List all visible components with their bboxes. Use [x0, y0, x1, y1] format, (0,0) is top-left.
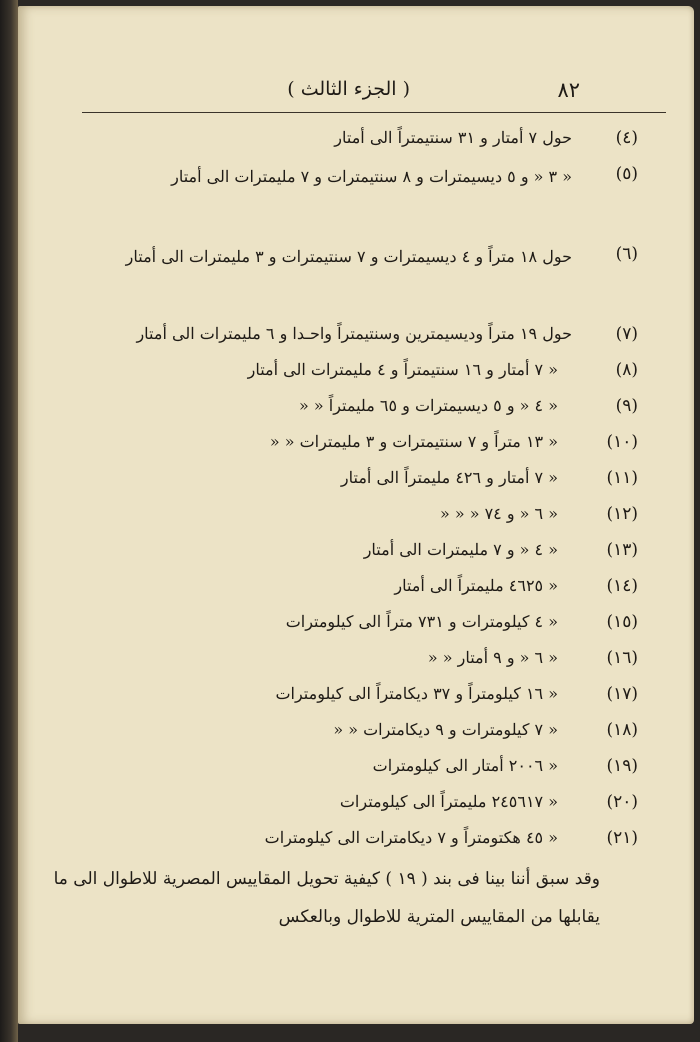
exercise-number: (٥) — [615, 164, 638, 184]
exercise-item — [40, 570, 638, 606]
exercise-text: حول ٧ أمتار و ٣١ سنتيمتراً الى أمتار — [334, 128, 572, 147]
page-header — [80, 72, 580, 112]
exercise-text: « ١٦ كيلومتراً و ٣٧ ديكامتراً الى كيلومترات — [275, 684, 558, 703]
exercise-item — [40, 158, 638, 238]
exercise-item — [40, 390, 638, 426]
exercise-number: (١٠) — [606, 432, 638, 452]
exercise-item — [40, 534, 638, 570]
exercise-text: « ٤٦٢٥ مليمتراً الى أمتار — [394, 576, 558, 595]
exercise-text: « ٤ « و ٧ مليمترات الى أمتار — [363, 540, 558, 559]
exercise-number: (٦) — [615, 244, 638, 264]
exercise-number: (١٥) — [606, 612, 638, 632]
exercise-number: (١٣) — [606, 540, 638, 560]
exercise-text: « ١٣ متراً و ٧ سنتيمترات و ٣ مليمترات « « — [269, 432, 558, 451]
exercise-text: « ٤ كيلومترات و ٧٣١ متراً الى كيلومترات — [285, 612, 558, 631]
exercise-text: « ٦ « و ٩ أمتار « « — [427, 648, 558, 667]
header-rule — [82, 112, 666, 113]
exercise-item — [40, 822, 638, 858]
exercise-text: حول ١٨ متراً و ٤ ديسيمترات و ٧ سنتيمترات و ٣ مليمترات الى أمتار — [125, 247, 572, 266]
exercise-number: (٨) — [615, 360, 638, 380]
exercise-number: (٤) — [615, 128, 638, 148]
exercise-text: « ٧ أمتار و ٤٢٦ مليمتراً الى أمتار — [340, 468, 558, 487]
exercise-text: « ٤ « و ٥ ديسيمترات و ٦٥ مليمتراً « « — [299, 396, 558, 415]
exercise-number: (١٦) — [606, 648, 638, 668]
exercise-item — [40, 786, 638, 822]
closing-paragraph: وقد سبق أننا بينا فى بند ( ١٩ ) كيفية تحويل المقاييس المصرية للاطوال الى ما يقابلها من المقاييس المترية للاطوال وبالعكس — [53, 869, 600, 927]
exercise-item — [40, 714, 638, 750]
exercise-item — [40, 318, 638, 354]
exercise-number: (٩) — [615, 396, 638, 416]
exercise-text: « ٧ كيلومترات و ٩ ديكامترات « « — [333, 720, 558, 739]
exercise-item — [40, 498, 638, 534]
exercise-number: (١٤) — [606, 576, 638, 596]
exercise-item — [40, 678, 638, 714]
book-gutter — [0, 0, 18, 1042]
exercise-text: « ٦ « و ٧٤ « « « — [439, 504, 558, 523]
exercise-number: (٢٠) — [606, 792, 638, 812]
exercise-item — [40, 642, 638, 678]
exercise-item — [40, 122, 638, 158]
exercise-text: « ٧ أمتار و ١٦ سنتيمتراً و ٤ مليمترات الى أمتار — [247, 360, 558, 379]
running-title: ( الجزء الثالث ) — [287, 78, 410, 100]
exercise-text: « ٢٠٠٦ أمتار الى كيلومترات — [372, 756, 558, 775]
exercise-number: (١٨) — [606, 720, 638, 740]
exercise-text: « ٣ « و ٥ ديسيمترات و ٨ سنتيمترات و ٧ مليمترات الى أمتار — [171, 167, 572, 186]
exercise-item — [40, 354, 638, 390]
exercise-text: « ٤٥ هكتومتراً و ٧ ديكامترات الى كيلومترات — [264, 828, 558, 847]
exercise-item — [40, 606, 638, 642]
exercise-text: « ٢٤٥٦١٧ مليمتراً الى كيلومترات — [339, 792, 558, 811]
exercise-number: (١٢) — [606, 504, 638, 524]
exercise-number: (٢١) — [606, 828, 638, 848]
exercise-number: (١٧) — [606, 684, 638, 704]
page-number: ٨٢ — [557, 78, 580, 102]
exercise-item — [40, 750, 638, 786]
exercise-list — [40, 122, 638, 858]
exercise-item — [40, 238, 638, 318]
exercise-number: (١٩) — [606, 756, 638, 776]
exercise-item — [40, 426, 638, 462]
exercise-number: (٧) — [615, 324, 638, 344]
exercise-number: (١١) — [606, 468, 638, 488]
exercise-item — [40, 462, 638, 498]
exercise-text: حول ١٩ متراً وديسيمترين وسنتيمتراً واحـدا و ٦ مليمترات الى أمتار — [136, 324, 572, 343]
